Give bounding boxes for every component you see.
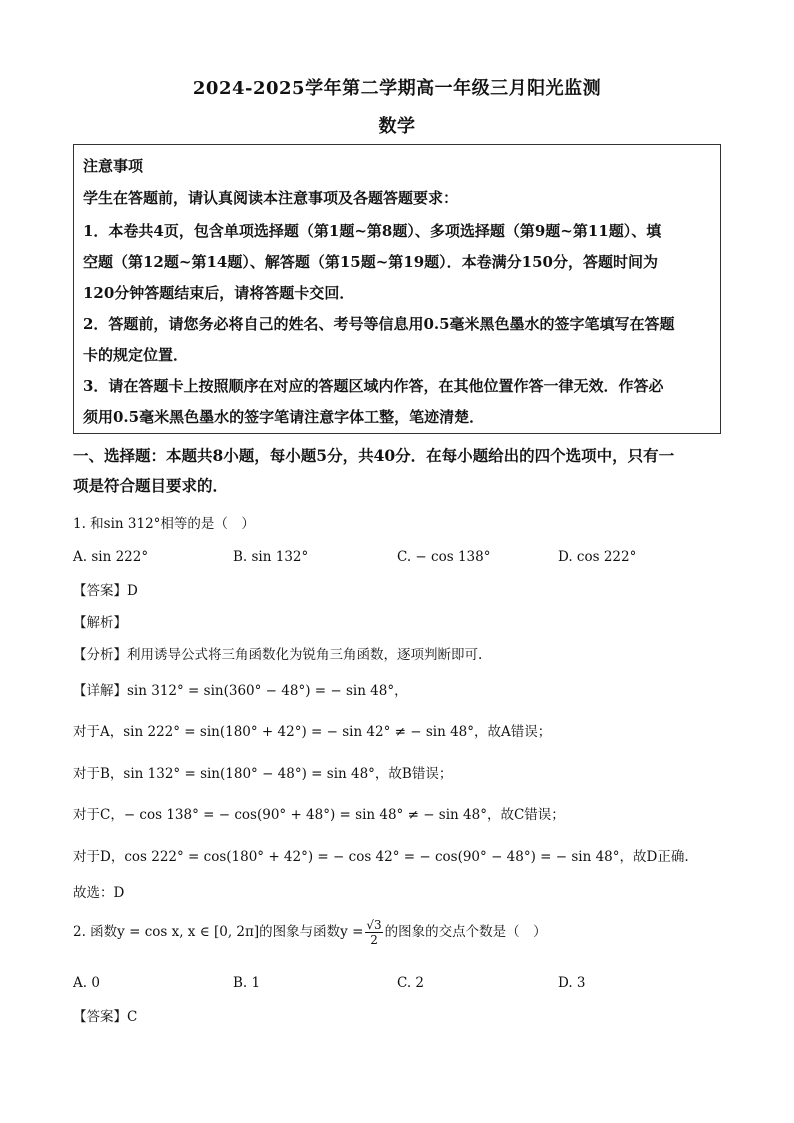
section-heading: 一、选择题：本题共8小题，每小题5分，共40分．在每小题给出的四个选项中，只有一 xyxy=(73,446,675,465)
q1-option-b: B. sin 132° xyxy=(233,549,309,565)
q1-method: 【分析】利用诱导公式将三角函数化为锐角三角函数，逐项判断即可. xyxy=(73,647,483,663)
notice-heading: 注意事项 xyxy=(83,157,144,175)
q1-answer: 【答案】D xyxy=(73,583,138,599)
q1-option-a: A. sin 222° xyxy=(73,549,149,565)
q1-step-c: 对于C，− cos 138° = − cos(90° + 48°) = sin 48° ≠ − sin 48°，故C错误； xyxy=(73,807,565,823)
notice-line: 卡的规定位置． xyxy=(83,346,189,364)
notice-line: 120分钟答题结束后，请将答题卡交回． xyxy=(83,284,355,302)
q2-option-a: A. 0 xyxy=(73,975,100,991)
notice-line: 2．答题前，请您务必将自己的姓名、考号等信息用0.5毫米黑色墨水的签字笔填写在答题 xyxy=(83,315,675,333)
q2-option-c: C. 2 xyxy=(397,975,425,991)
fraction-numerator: √3 xyxy=(366,918,382,932)
q1-detail: 【详解】sin 312° = sin(360° − 48°) = − sin 48°， xyxy=(73,683,408,699)
q1-step-d: 对于D，cos 222° = cos(180° + 42°) = − cos 42° = − cos(90° − 48°) = − sin 48°，故D正确. xyxy=(73,849,689,865)
q2-option-d: D. 3 xyxy=(558,975,586,991)
notice-line: 3．请在答题卡上按照顺序在对应的答题区域内作答，在其他位置作答一律无效．作答必 xyxy=(83,377,664,395)
notice-box xyxy=(73,144,721,434)
q2-stem-part1: 2. 函数y = cos x, x ∈ [0, 2π]的图象与函数y = xyxy=(73,924,364,940)
q1-conclusion: 故选：D xyxy=(73,885,125,901)
q1-stem: 1. 和sin 312°相等的是（ ） xyxy=(73,516,255,532)
notice-intro: 学生在答题前，请认真阅读本注意事项及各题答题要求： xyxy=(83,189,459,207)
q1-analysis-label: 【解析】 xyxy=(73,615,127,631)
q2-stem xyxy=(73,918,547,947)
q2-option-b: B. 1 xyxy=(233,975,261,991)
section-heading-cont: 项是符合题目要求的． xyxy=(73,476,229,495)
q2-stem-part2: 的图象的交点个数是（ ） xyxy=(384,924,547,940)
q1-option-d: D. cos 222° xyxy=(558,549,637,565)
q1-option-c: C. − cos 138° xyxy=(397,549,491,565)
subject-title: 数学 xyxy=(378,116,416,137)
q1-step-a: 对于A，sin 222° = sin(180° + 42°) = − sin 42° ≠ − sin 48°，故A错误； xyxy=(73,724,552,740)
notice-line: 1．本卷共4页，包含单项选择题（第1题~第8题）、多项选择题（第9题~第11题）、填 xyxy=(83,222,662,240)
fraction-denominator: 2 xyxy=(370,933,378,947)
notice-line: 空题（第12题~第14题）、解答题（第15题~第19题）．本卷满分150分，答题时间为 xyxy=(83,253,658,271)
exam-title: 2024-2025学年第二学期高一年级三月阳光监测 xyxy=(192,78,602,99)
sqrt3-over-2-fraction xyxy=(365,918,382,947)
q2-answer: 【答案】C xyxy=(73,1009,138,1025)
q1-step-b: 对于B，sin 132° = sin(180° − 48°) = sin 48°，故B错误； xyxy=(73,766,453,782)
notice-line: 须用0.5毫米黑色墨水的签字笔请注意字体工整，笔迹清楚． xyxy=(83,408,485,426)
